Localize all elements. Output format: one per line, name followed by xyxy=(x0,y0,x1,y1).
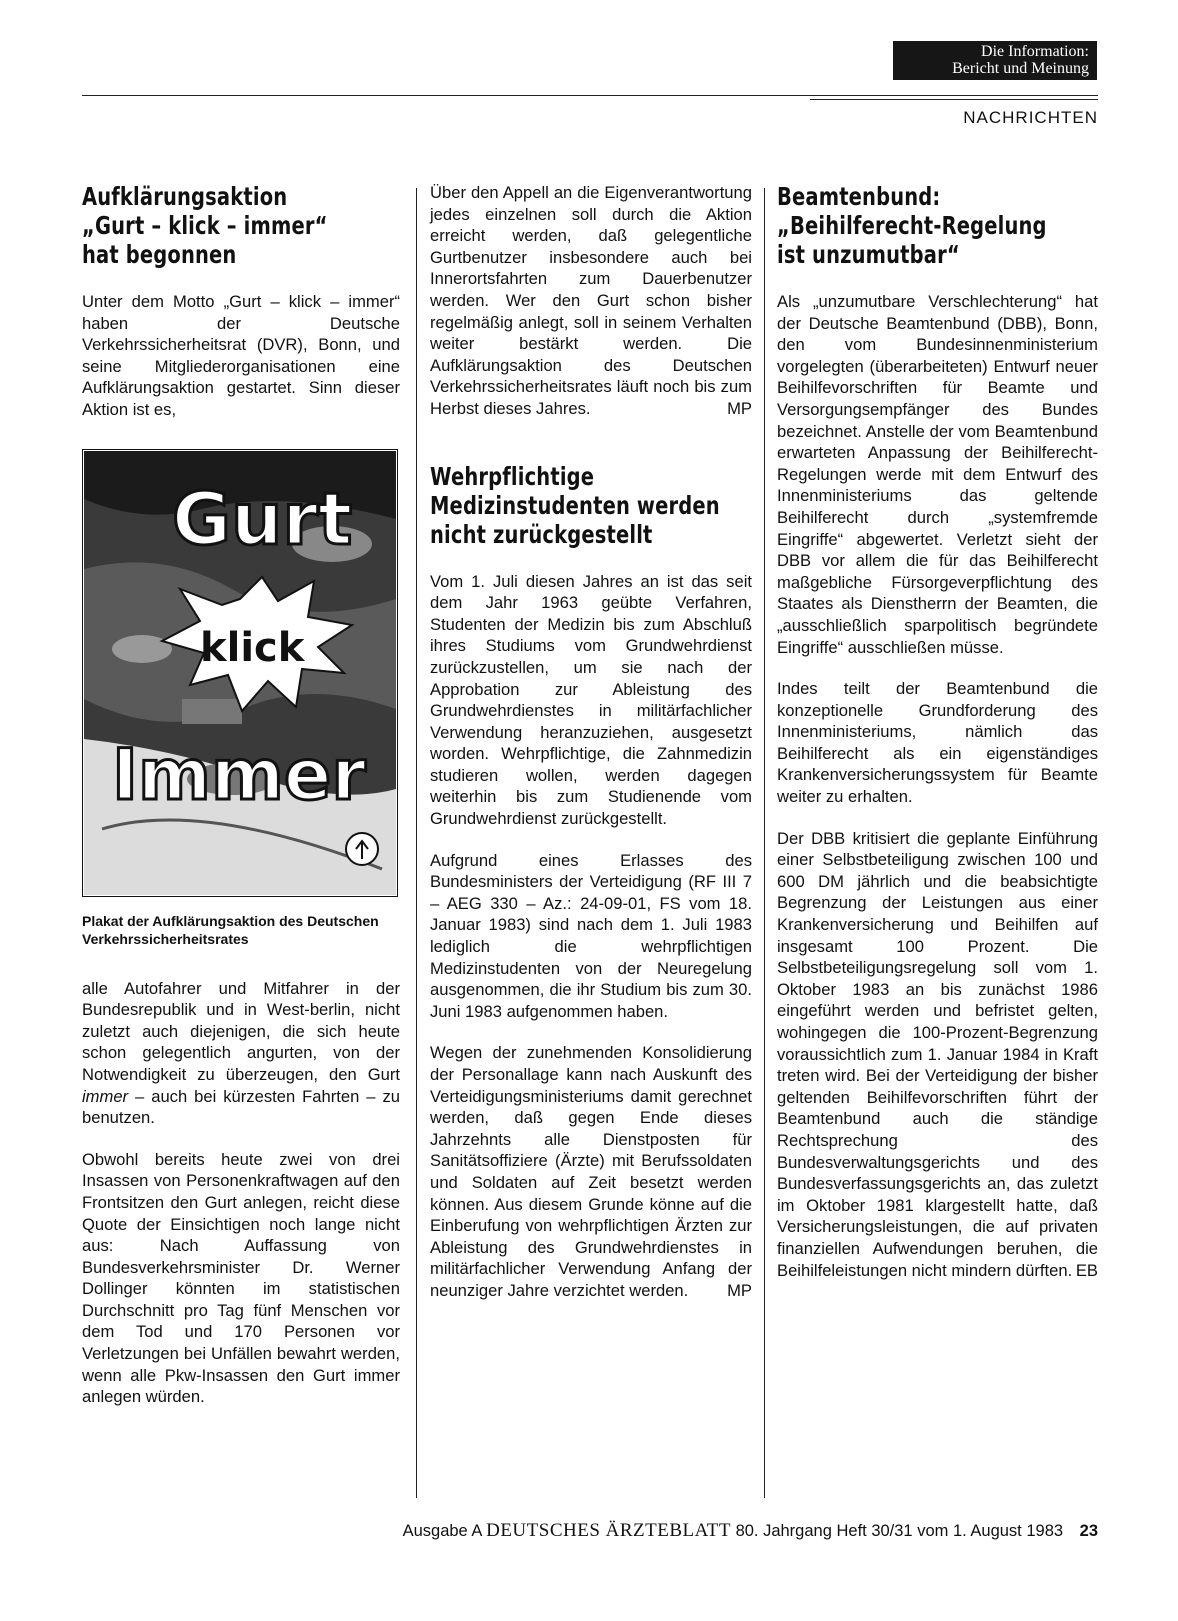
column-1 xyxy=(82,182,400,1428)
column-rule-1 xyxy=(416,188,417,1498)
column-rule-2 xyxy=(764,188,765,1498)
article-3-title: Beamtenbund: „Beihilferecht-Regelung ist unzumutbar“ xyxy=(777,182,1047,269)
poster-caption: Plakat der Aufklärungsaktion des Deutschen Verkehrssicherheitsrates xyxy=(82,912,379,947)
page-footer xyxy=(240,1520,1098,1542)
issue-info: 80. Jahrgang Heft 30/31 vom 1. August 1983 xyxy=(735,1522,1064,1540)
edition-label: Ausgabe A xyxy=(402,1522,482,1540)
author-signature: MP xyxy=(727,1280,752,1300)
author-signature: MP xyxy=(727,398,752,418)
column-2 xyxy=(430,182,752,1322)
article-1-paragraph: Über den Appell an die Eigenverantwortung jedes einzelnen soll durch die Aktion erreicht werden, daß gelegentliche Gurtbenutzer insbesondere auch bei Innerortsfahrten zum Dauerbenutzer werden. Wer den Gurt schon bisher regelmäßig anlegt, soll in seinem Verhalten weiter bestärkt werden. Die Aufklärungsaktion des Deutschen Verkehrssicherheitsrates läuft noch bis zum Herbst dieses Jahres. MP xyxy=(430,183,752,418)
badge-line-2: Bericht und Meinung xyxy=(952,60,1089,77)
poster-word-immer: Immer xyxy=(112,733,366,816)
column-3 xyxy=(777,182,1098,1301)
poster-word-klick: klick xyxy=(200,624,305,671)
article-3-paragraph: Indes teilt der Beamtenbund die konzeptionelle Grundforderung des Innenministeriums, nämlich das Beihilferecht als ein eigenständiges Krankenversicherungssystem für Beamte weiter zu erhalten. xyxy=(777,679,1098,807)
article-2-paragraph: Wegen der zunehmenden Konsolidierung der Personallage kann nach Auskunft des Verteidigungsministeriums damit gerechnet werden, daß gegen Ende dieses Jahrzehnts alle Dienstposten für Sanitätsoffiziere (Ärzte) mit Berufssoldaten und Soldaten auf Zeit besetzt werden können. Aus diesem Grunde könne auf die Einberufung von wehrpflichtigen Ärzten zur Ableistung des Grundwehrdienstes in militärfachlicher Verwendung Anfang der neunziger Jahre verzichtet werden. MP xyxy=(430,1043,752,1300)
article-1-paragraph: Obwohl bereits heute zwei von drei Insassen von Personenkraftwagen auf den Frontsitzen den Gurt anlegen, reicht diese Quote der Einsichtigen noch lange nicht aus: Nach Auffassung von Bundesverkehrsminister Dr. Werner Dollinger könnten im statistischen Durchschnitt pro Tag fünf Menschen vor dem Tod und 170 Personen vor Verletzungen bei Unfällen bewahrt werden, wenn alle Pkw-Insassen den Gurt immer anlegen würden. xyxy=(82,1149,400,1407)
section-label: NACHRICHTEN xyxy=(963,108,1098,127)
article-1-paragraph: Unter dem Motto „Gurt – klick – immer“ haben der Deutsche Verkehrssicherheitsrat (DVR), Bonn, und seine Mitgliederorganisationen eine Aufklärungsaktion gestartet. Sinn dieser Aktion ist es, xyxy=(82,292,400,419)
article-1-paragraph: alle Autofahrer und Mitfahrer in der Bundesrepublik und in West-berlin, nicht zuletzt auch diejenigen, die sich heute schon gelegentlich angurten, von der Notwendigkeit zu überzeugen, den Gurt immer – auch bei kürzesten Fahrten – zu benutzen. xyxy=(82,978,400,1128)
article-1-title: Aufklärungsaktion „Gurt – klick – immer“ hat begonnen xyxy=(82,182,328,269)
article-2-paragraph: Aufgrund eines Erlasses des Bundesministers der Verteidigung (RF III 7 – AEG 330 – Az.: 24-09-01, FS vom 18. Januar 1983) sind nach dem 1. Juli 1983 lediglich die wehrpflichtigen Medizinstudenten von der Neuregelung ausgenommen, die ihr Studium bis zum 30. Juni 1983 aufgenommen haben. xyxy=(430,850,752,1021)
section-badge xyxy=(893,41,1097,80)
article-3-paragraph: Als „unzumutbare Verschlechterung“ hat der Deutsche Beamtenbund (DBB), Bonn, den vom Bundesinnenministerium vorgelegten (überarbeiteten) Entwurf neuer Beihilfevorschriften für Beamte und Versorgungsempfänger des Bundes bezeichnet. Anstelle der vom Beamtenbund erwarteten Anpassung der Beihilferecht-Regelungen werde mit dem Entwurf des Innenministeriums das geltende Beihilferecht durch „systemfremde Eingriffe“ abgewertet. Verletzt sieht der DBB vor allem die für das Beihilferecht maßgebliche Fürsorgeverpflichtung des Staates als Dienstherrn der Beamten, die „ausschließlich sparpolitisch begründete Eingriffe“ ausschließen müsse. xyxy=(777,292,1098,657)
header-rule xyxy=(82,95,1098,96)
article-3-paragraph: Der DBB kritisiert die geplante Einführung einer Selbstbeteiligung zwischen 100 und 600 DM jährlich und die beabsichtigte Begrenzung der Leistungen aus einer Krankenversicherung und Beihilfen auf insgesamt 100 Prozent. Die Selbstbeteiligungsregelung soll vom 1. Oktober 1983 an bis zunächst 1986 eingeführt werden und befristet gelten, wohingegen die 100-Prozent-Begrenzung voraussichtlich zum 1. Januar 1984 in Kraft treten wird. Bei der Verteidigung der bisher geltenden Beihilfevorschriften führt der Beamtenbund auch die ständige Rechtsprechung des Bundesverwaltungsgerichts und des Bundesverfassungsgerichts an, das zuletzt im Oktober 1981 klargestellt hatte, daß Versicherungsleistungen, die auf privaten finanziellen Aufwendungen beruhen, die Beihilfeleistungen nicht mindern dürften. EB xyxy=(777,828,1098,1280)
campaign-poster-image xyxy=(82,449,398,897)
article-2-title: Wehrpflichtige Medizinstudenten werden nicht zurückgestellt xyxy=(430,461,720,549)
journal-name: DEUTSCHES ÄRZTEBLATT xyxy=(486,1520,731,1541)
article-2-paragraph: Vom 1. Juli diesen Jahres an ist das seit dem Jahr 1963 geübte Verfahren, Studenten der Medizin bis zum Abschluß ihres Studiums vom Grundwehrdienst zurückzustellen, um sie nach der Approbation zur Ableistung des Grundwehrdienstes in militärfachlicher Verwendung heranzuziehen, ausgesetzt worden. Wehrpflichtige, die Zahnmedizin studieren wollen, werden dagegen weiterhin bis zum Studienende vom Grundwehrdienst zurückgestellt. xyxy=(430,571,752,829)
page-number: 23 xyxy=(1079,1522,1098,1540)
badge-line-1: Die Information: xyxy=(981,43,1089,60)
author-signature: EB xyxy=(1075,1260,1098,1280)
poster-word-gurt: Gurt xyxy=(172,476,353,561)
header-rule-short xyxy=(810,99,1098,100)
